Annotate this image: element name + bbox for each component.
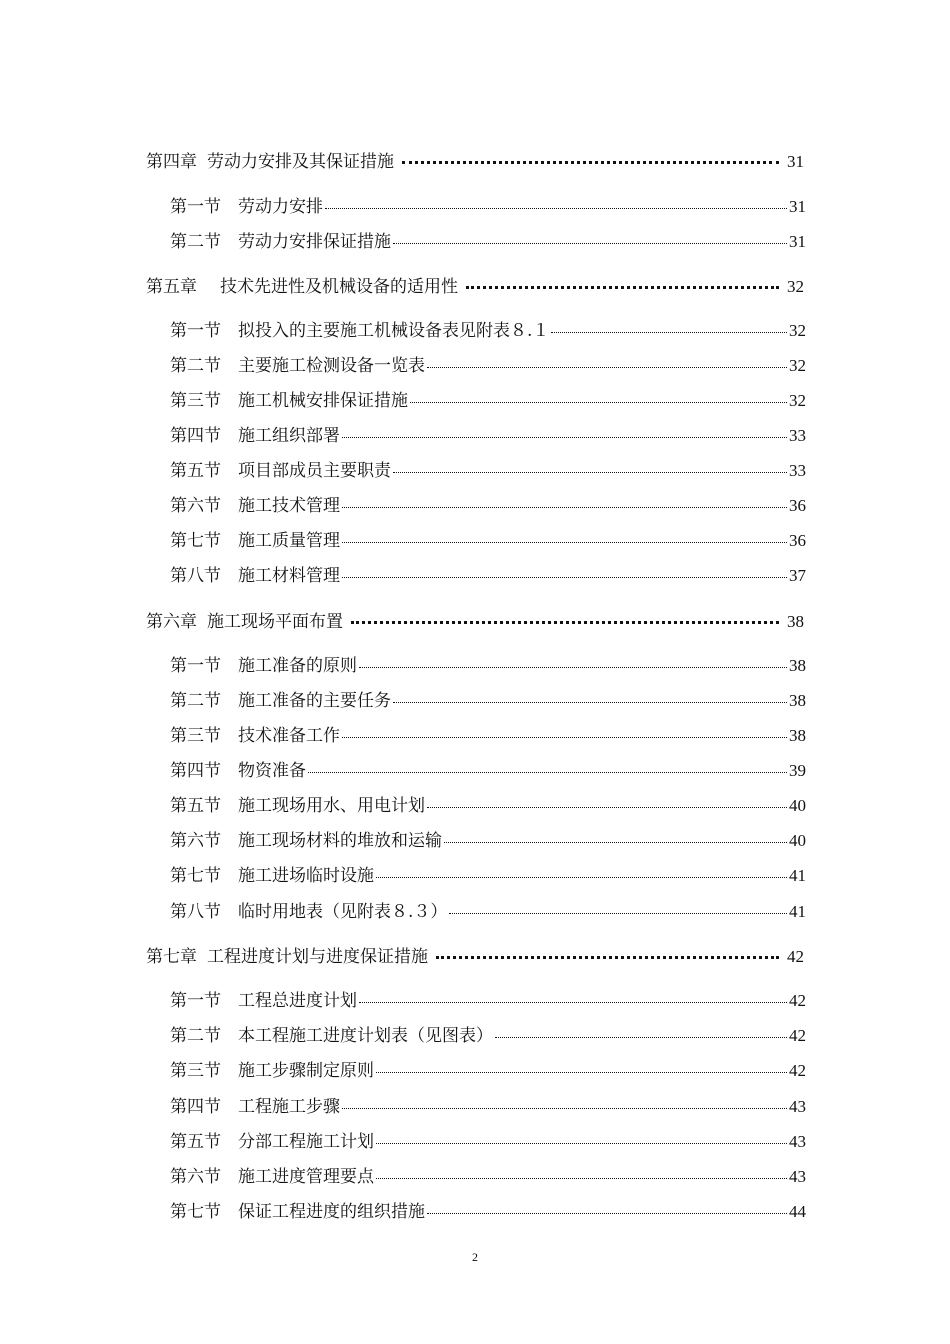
toc-section[interactable] (170, 192, 806, 217)
toc-leader (359, 666, 787, 668)
toc-title: 技术准备工作 (238, 726, 340, 746)
toc-section[interactable] (170, 1162, 806, 1187)
toc-page: 32 (789, 356, 806, 375)
toc-title: 工程进度计划与进度保证措施 (207, 947, 428, 967)
toc-leader (359, 1001, 787, 1003)
toc-leader (449, 912, 787, 914)
toc-page: 43 (789, 1097, 806, 1116)
toc-title: 施工组织部署 (238, 426, 340, 446)
toc-page: 38 (789, 691, 806, 710)
toc-title: 工程总进度计划 (238, 991, 357, 1011)
toc-title: 劳动力安排 (238, 197, 323, 217)
toc-number: 第六节 (170, 1167, 221, 1187)
toc-number: 第二节 (170, 232, 221, 252)
toc-leader (427, 1212, 787, 1214)
toc-number: 第一节 (170, 197, 221, 217)
toc-leader (342, 1107, 787, 1109)
toc-section[interactable] (170, 1021, 806, 1046)
toc-number: 第四章 (146, 152, 197, 172)
toc-leader (393, 701, 787, 703)
toc-title: 施工准备的原则 (238, 656, 357, 676)
toc-number: 第六节 (170, 831, 221, 851)
toc-leader (427, 806, 787, 808)
toc-leader (342, 436, 787, 438)
toc-chapter[interactable] (146, 607, 804, 632)
toc-page: 42 (789, 1026, 806, 1045)
toc-title: 施工现场材料的堆放和运输 (238, 831, 442, 851)
toc-section[interactable] (170, 1056, 806, 1081)
toc-page: 32 (789, 321, 806, 340)
toc-section[interactable] (170, 1092, 806, 1117)
toc-page: 40 (789, 831, 806, 850)
toc-page: 42 (787, 947, 804, 966)
toc-leader (376, 876, 787, 878)
toc-section[interactable] (170, 686, 806, 711)
toc-title: 工程施工步骤 (238, 1097, 340, 1117)
toc-number: 第二节 (170, 691, 221, 711)
toc-number: 第七章 (146, 947, 197, 967)
toc-section[interactable] (170, 721, 806, 746)
toc-leader (393, 242, 787, 244)
toc-page: 31 (789, 232, 806, 251)
toc-section[interactable] (170, 986, 806, 1011)
toc-leader (376, 1177, 787, 1179)
toc-title: 施工进场临时设施 (238, 866, 374, 886)
toc-number: 第五章 (146, 277, 197, 297)
toc-number: 第一节 (170, 991, 221, 1011)
toc-title: 施工进度管理要点 (238, 1167, 374, 1187)
toc-page: 38 (789, 656, 806, 675)
toc-leader (551, 331, 787, 333)
toc-section[interactable] (170, 756, 806, 781)
toc-number: 第八节 (170, 566, 221, 586)
toc-leader (466, 285, 779, 289)
toc-page: 41 (789, 902, 806, 921)
toc-page: 37 (789, 566, 806, 585)
toc-leader (444, 841, 787, 843)
toc-leader (342, 541, 787, 543)
toc-page: 44 (789, 1202, 806, 1221)
toc-number: 第七节 (170, 1202, 221, 1222)
toc-section[interactable] (170, 491, 806, 516)
toc-page: 31 (787, 152, 804, 171)
toc-leader (376, 1071, 787, 1073)
toc-page: 38 (787, 612, 804, 631)
toc-title: 保证工程进度的组织措施 (238, 1202, 425, 1222)
toc-number: 第二节 (170, 356, 221, 376)
toc-title: 分部工程施工计划 (238, 1132, 374, 1152)
toc-section[interactable] (170, 1197, 806, 1222)
toc-section[interactable] (170, 861, 806, 886)
toc-leader (342, 506, 787, 508)
toc-number: 第四节 (170, 426, 221, 446)
toc-page: 40 (789, 796, 806, 815)
toc-leader (427, 366, 787, 368)
toc-leader (410, 401, 787, 403)
toc-title: 施工现场平面布置 (207, 612, 343, 632)
toc-title: 施工质量管理 (238, 531, 340, 551)
toc-leader (495, 1036, 787, 1038)
toc-section[interactable] (170, 526, 806, 551)
toc-page: 38 (789, 726, 806, 745)
toc-title: 拟投入的主要施工机械设备表见附表８.１ (238, 321, 550, 341)
toc-section[interactable] (170, 227, 806, 252)
toc-number: 第一节 (170, 656, 221, 676)
toc-number: 第七节 (170, 866, 221, 886)
toc-page: 41 (789, 866, 806, 885)
toc-section[interactable] (170, 651, 806, 676)
toc-title: 劳动力安排及其保证措施 (207, 152, 394, 172)
toc-number: 第一节 (170, 321, 221, 341)
toc-page: 39 (789, 761, 806, 780)
toc-page: 42 (789, 991, 806, 1010)
toc-title: 施工现场用水、用电计划 (238, 796, 425, 816)
toc-number: 第六章 (146, 612, 197, 632)
toc-number: 第三节 (170, 726, 221, 746)
toc-page: 33 (789, 426, 806, 445)
toc-leader (342, 736, 787, 738)
toc-leader (351, 620, 779, 624)
toc-page: 31 (789, 197, 806, 216)
toc-number: 第八节 (170, 902, 221, 922)
toc-page: 32 (787, 277, 804, 296)
toc-number: 第五节 (170, 1132, 221, 1152)
toc-leader (402, 160, 779, 164)
toc-section[interactable] (170, 386, 806, 411)
toc-title: 劳动力安排保证措施 (238, 232, 391, 252)
toc-section[interactable] (170, 1127, 806, 1152)
toc-number: 第三节 (170, 391, 221, 411)
toc-title: 施工技术管理 (238, 496, 340, 516)
toc-leader (376, 1142, 787, 1144)
toc-title: 施工机械安排保证措施 (238, 391, 408, 411)
toc-number: 第六节 (170, 496, 221, 516)
toc-title: 技术先进性及机械设备的适用性 (203, 277, 458, 297)
toc-section[interactable] (170, 561, 806, 586)
toc-leader (308, 771, 787, 773)
toc-page: 36 (789, 496, 806, 515)
page-number: 2 (472, 1250, 478, 1264)
toc-number: 第二节 (170, 1026, 221, 1046)
toc-page: 42 (789, 1061, 806, 1080)
toc-leader (325, 207, 787, 209)
toc-section[interactable] (170, 421, 806, 446)
toc-section[interactable] (170, 351, 806, 376)
toc-section[interactable] (170, 791, 806, 816)
toc-section[interactable] (170, 826, 806, 851)
toc-title: 本工程施工进度计划表（见图表） (238, 1026, 493, 1046)
toc-title: 施工步骤制定原则 (238, 1061, 374, 1081)
toc-chapter[interactable] (146, 147, 804, 172)
toc-number: 第四节 (170, 1097, 221, 1117)
toc-title: 施工材料管理 (238, 566, 340, 586)
toc-number: 第七节 (170, 531, 221, 551)
toc-page: 43 (789, 1167, 806, 1186)
toc-title: 物资准备 (238, 761, 306, 781)
toc-title: 项目部成员主要职责 (238, 461, 391, 481)
toc-page: 32 (789, 391, 806, 410)
toc-page: 33 (789, 461, 806, 480)
toc-chapter[interactable] (146, 942, 804, 967)
toc-section[interactable] (170, 456, 806, 481)
toc-page: 43 (789, 1132, 806, 1151)
toc-title: 施工准备的主要任务 (238, 691, 391, 711)
toc-number: 第三节 (170, 1061, 221, 1081)
toc-number: 第五节 (170, 461, 221, 481)
toc-title: 主要施工检测设备一览表 (238, 356, 425, 376)
toc-leader (342, 576, 787, 578)
toc-leader (436, 955, 779, 959)
toc-leader (393, 471, 787, 473)
toc-section[interactable] (170, 316, 806, 341)
toc-page: 36 (789, 531, 806, 550)
toc-section[interactable] (170, 897, 806, 922)
toc-number: 第五节 (170, 796, 221, 816)
toc-title: 临时用地表（见附表８.３） (238, 902, 448, 922)
toc-number: 第四节 (170, 761, 221, 781)
toc-chapter[interactable] (146, 272, 804, 297)
